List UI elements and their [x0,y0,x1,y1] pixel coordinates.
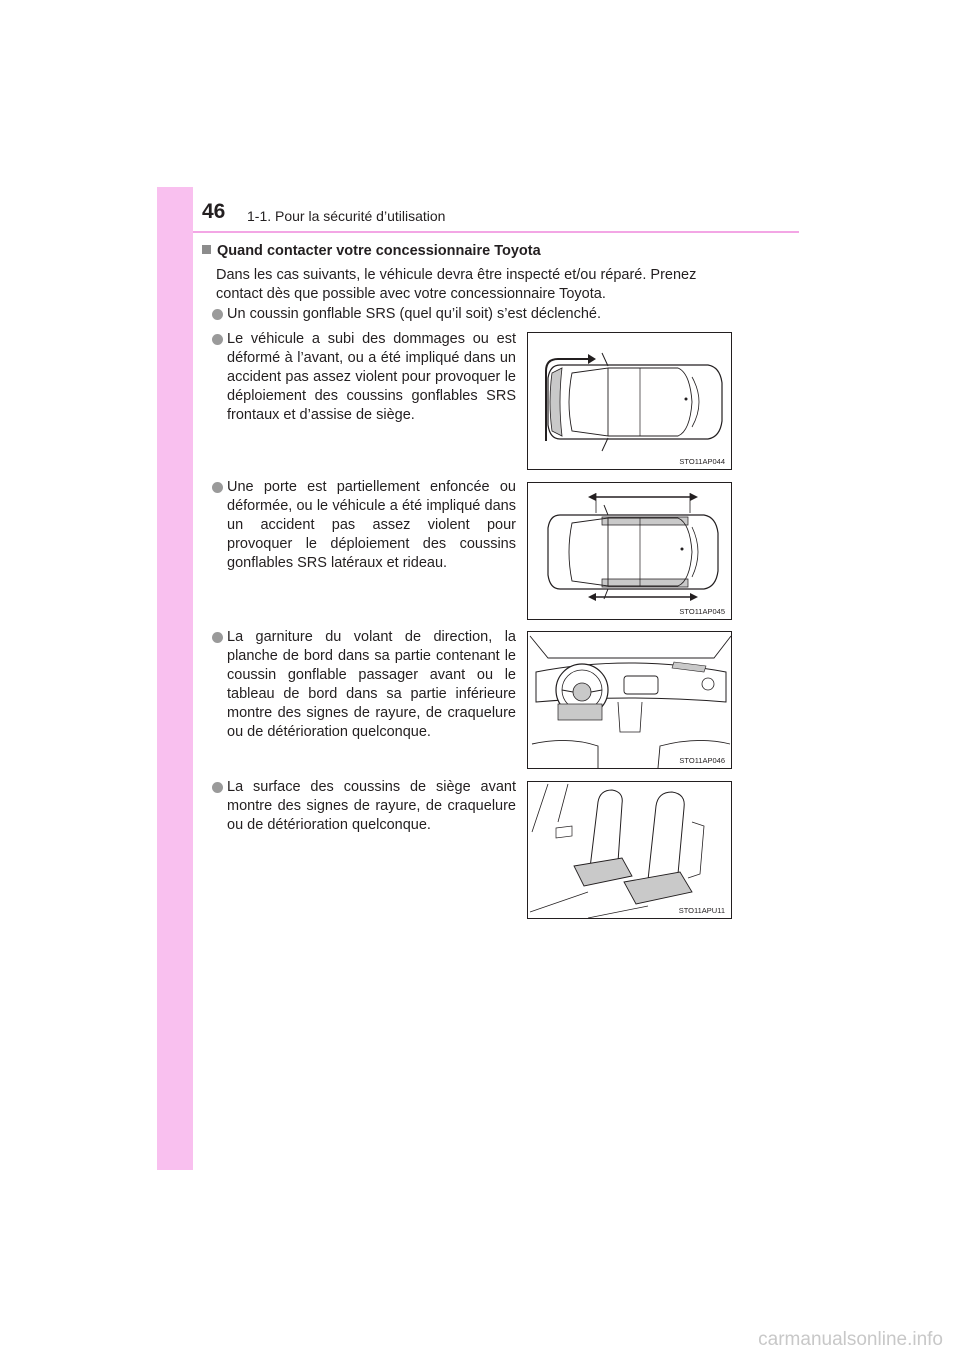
front-seats-illustration [528,782,733,920]
figure-front-damage [527,332,732,470]
list-item-text: Une porte est partiellement enfoncée ou déformée, ou le véhicule a été impliqué dans un accident pas assez violent pour provoquer le déploiement des coussins gonflables SRS latéraux et rideau. [227,479,516,571]
list-item-text: Le véhicule a subi des dommages ou est déformé à l’avant, ou a été impliqué dans un accident pas assez violent pour provoquer le déploiement des coussins gonflables SRS frontaux et d’assise de siège. [227,331,516,423]
square-bullet-icon [202,245,211,254]
figure-seats [527,781,732,919]
figure-code: STO11AP045 [679,607,725,616]
dashboard-illustration [528,632,733,770]
car-top-view-illustration [528,483,733,621]
list-item-text: Un coussin gonflable SRS (quel qu’il soit) s’est déclenché. [227,306,601,322]
figure-code: STO11APU11 [678,906,725,915]
figure-code: STO11AP044 [679,457,725,466]
list-item [212,305,752,324]
list-item [212,330,516,425]
intro-paragraph [216,266,743,304]
watermark: carmanualsonline.info [758,1329,943,1350]
figure-dashboard [527,631,732,769]
list-item-text: La garniture du volant de direction, la planche de bord dans sa partie contenant le coussin gonflable passager avant ou le tableau de bord dans sa partie inférieure montre des signes de rayure, de craquelure ou de détérioration quelconque. [227,629,516,740]
figure-code: STO11AP046 [679,756,725,765]
figure-side-damage [527,482,732,620]
list-item [212,778,516,835]
intro-line-1: Dans les cas suivants, le véhicule devra être inspecté et/ou réparé. Prenez [216,267,697,283]
chapter-sidebar-tab [157,187,193,1170]
list-item [212,478,516,573]
page-number: 46 [202,200,226,223]
list-item-text: La surface des coussins de siège avant montre des signes de rayure, de craquelure ou de détérioration quelconque. [227,779,516,833]
bullet-icon [212,334,223,345]
bullet-icon [212,482,223,493]
chapter-title: 1-1. Pour la sécurité d’utilisation [247,208,446,224]
car-top-view-illustration [528,333,733,471]
bullet-icon [212,309,223,320]
header-rule [193,231,799,233]
section-title: Quand contacter votre concessionnaire Toyota [217,243,541,259]
bullet-icon [212,782,223,793]
list-item [212,628,516,742]
bullet-icon [212,632,223,643]
intro-line-2: contact dès que possible avec votre concessionnaire Toyota. [216,286,606,302]
section-heading [202,243,541,259]
